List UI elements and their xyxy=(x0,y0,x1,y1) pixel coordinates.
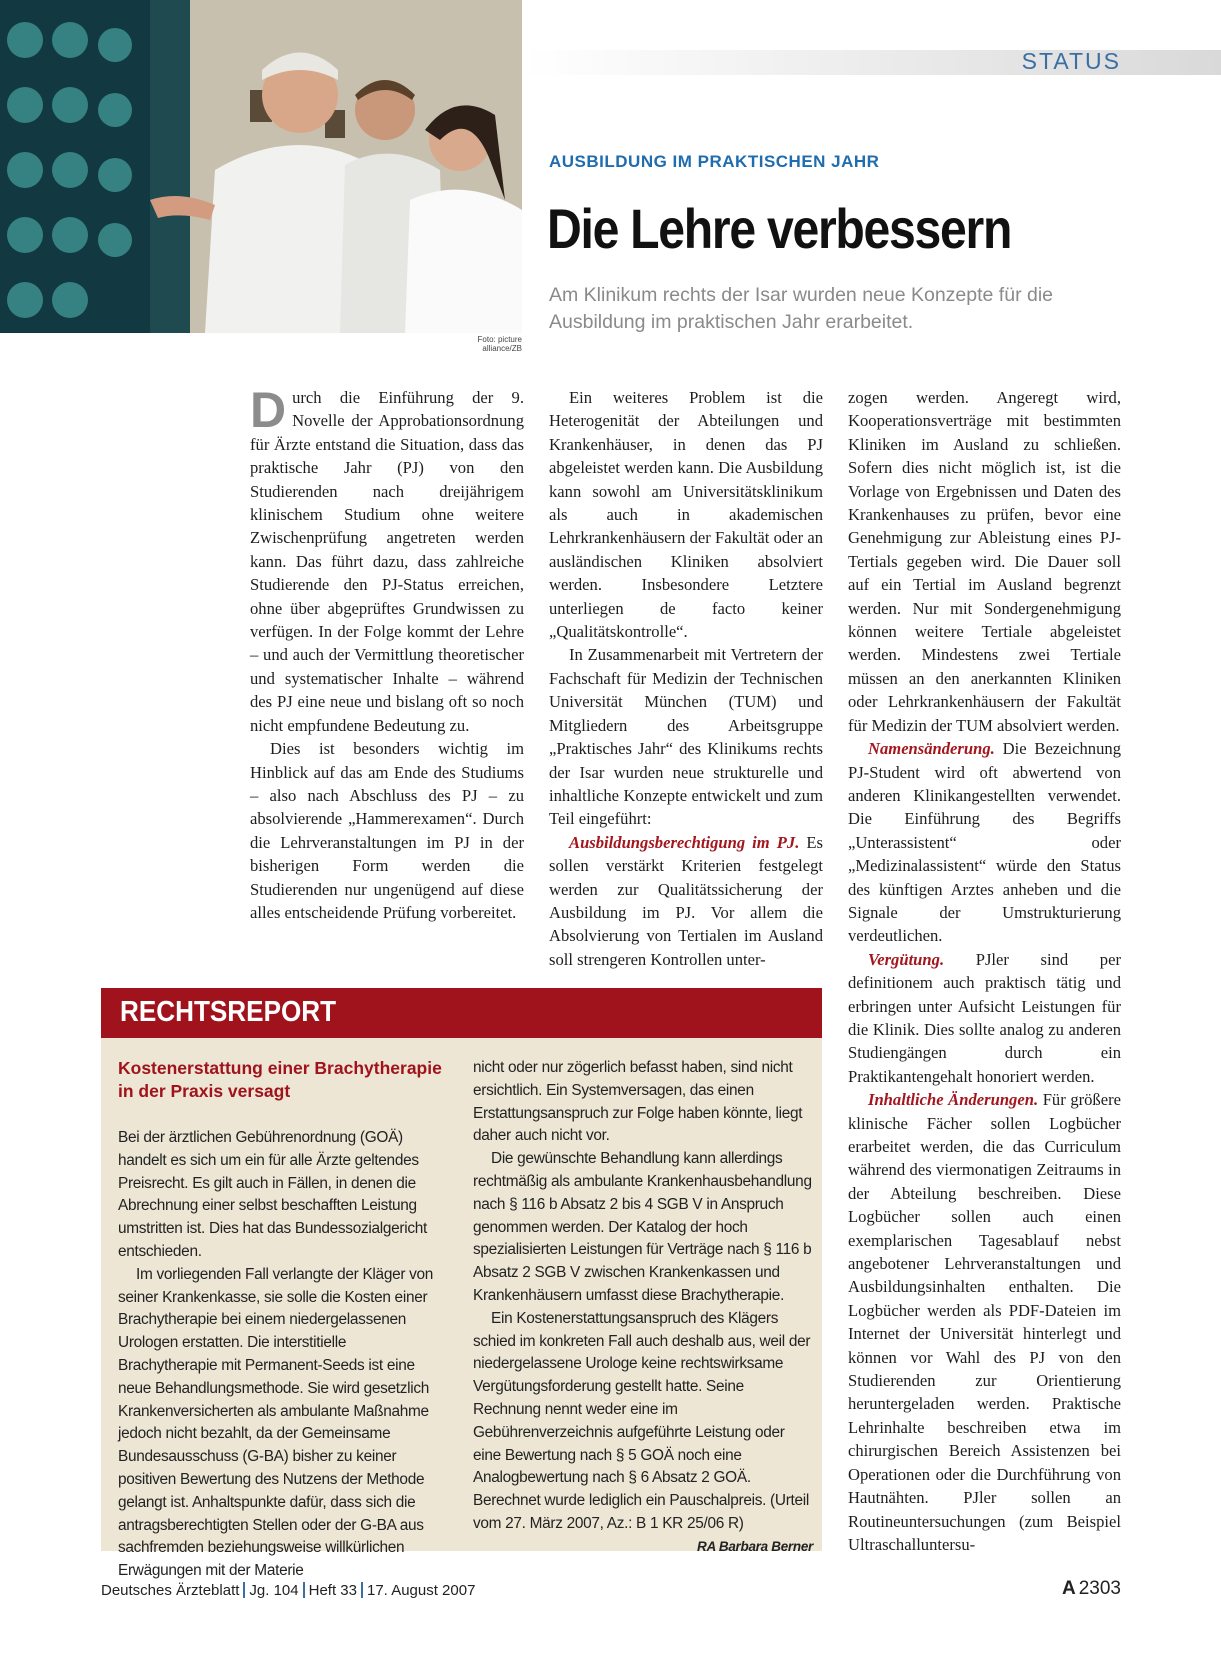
rechtsreport-paragraph: nicht oder nur zögerlich befasst haben, sind nicht ersichtlich. Ein Systemversagen, das einen Erstattungsanspruch zur Folge haben könnte, liegt daher auch nicht vor. xyxy=(473,1059,803,1145)
footer-journal: Deutsches Ärzteblatt xyxy=(101,1582,240,1599)
footer-separator xyxy=(243,1582,245,1598)
page-prefix: A xyxy=(1061,1578,1076,1599)
paragraph-text: urch die Einführung der 9. Novelle der Approbationsordnung für Ärzte entstand die Situation, dass das praktische Jahr (PJ) von den Studierenden nach dreijährigem klinischem Studium ohne weitere Zwischenprüfung angetreten werden kann. Das führt dazu, dass zahlreiche Studierende den PJ-Status erreichen, ohne über abgeprüftes Grundwissen zu verfügen. In der Folge kommt der Lehre – und auch der Vermittlung theoretischer und systematischer Inhalte – während des PJ eine neue und bislang oft so noch nicht empfundene Bedeutung zu. xyxy=(250,388,524,735)
rechtsreport-title: RECHTSREPORT xyxy=(120,996,337,1028)
article-paragraph xyxy=(848,948,1121,1088)
footer-volume: Jg. 104 xyxy=(249,1582,299,1599)
rechtsreport-author: RA Barbara Berner xyxy=(697,1538,813,1554)
rechtsreport-subtitle: Kostenerstattung einer Brachytherapie in der Praxis versagt xyxy=(118,1058,442,1101)
article-paragraph: In Zusammenarbeit mit Vertretern der Fachschaft für Medizin der Technischen Universität München (TUM) und Mitgliedern des Arbeitsgruppe „Praktisches Jahr“ des Klinikums rechts der Isar wurden neue strukturelle und inhaltliche Konzepte entwickelt und zum Teil eingeführt: xyxy=(549,645,823,829)
paragraph-text: Die Bezeichnung PJ-Student wird oft abwertend von anderen Klinikangestellten verwendet. Die Einführung des Begriffs „Unterassistent“ oder „Medizinalassistent“ würde den Status des künftigen Arztes anheben und die Signale der Umstrukturierung verdeutlichen. xyxy=(848,739,1121,946)
page-number-value: 2303 xyxy=(1078,1578,1121,1599)
article-photo xyxy=(0,0,522,333)
footer-date: 17. August 2007 xyxy=(367,1582,476,1599)
article-headline: Die Lehre verbessern xyxy=(547,197,1012,260)
article-column-1 xyxy=(250,382,524,924)
footer-separator xyxy=(303,1582,305,1598)
section-label: STATUS xyxy=(1021,48,1121,74)
rechtsreport-paragraph: Im vorliegenden Fall verlangte der Kläger von seiner Krankenkasse, sie solle die Kosten einer Brachytherapie bei einem niedergelassenen Urologen erstatten. Die interstitielle Brachytherapie mit Permanent-Seeds ist eine neue Behandlungsmethode. Sie wird gesetzlich Krankenversicherten als ambulante Maßnahme jedoch nicht bezahlt, da der Gemeinsame Bundesausschuss (G-BA) bisher zu keiner positiven Bewertung des Nutzens der Methode gelangt ist. Anhaltspunkte dafür, dass sich die antragsberechtigten Stellen oder der G-BA aus sachfremden beziehungsweise willkürlichen Erwägungen mit der Materie xyxy=(118,1265,434,1580)
article-column-3 xyxy=(848,386,1121,1556)
article-lede: Am Klinikum rechts der Isar wurden neue Konzepte für die Ausbildung im praktischen Jahr erarbeitet. xyxy=(549,284,1054,333)
rechtsreport-column-2 xyxy=(473,1057,813,1559)
paragraph-text: Es sollen verstärkt Kriterien festgelegt werden zur Qualitätssicherung der Ausbildung im PJ. Vor allem die Absolvierung von Tertialen im Ausland soll strengeren Kontrollen unter- xyxy=(549,832,823,969)
subheading: Namensänderung. xyxy=(868,739,995,759)
article-paragraph: Ein weiteres Problem ist die Heterogenität der Abteilungen und Krankenhäuser, in denen das PJ abgeleistet werden kann. Die Ausbildung kann sowohl am Universitätsklinikum als auch in akademischen Lehrkrankenhäusern der Fakultät oder an ausländischen Kliniken absolviert werden. Insbesondere Letztere unterliegen de facto keiner „Qualitätskontrolle“. xyxy=(549,388,823,642)
article-paragraph: Dies ist besonders wichtig im Hinblick auf das am Ende des Studiums – also nach Abschluss des PJ – zu absolvierende „Hammerexamen“. Durch die Lehrveranstaltungen im PJ in der bisherigen Form werden die Studierenden nur ungenügend auf diese alles entscheidende Prüfung vorbereitet. xyxy=(250,739,524,922)
paragraph-text: Ein Kostenerstattungsanspruch des Klägers schied im konkreten Fall auch deshalb aus, weil der niedergelassene Urologe keine rechtswirksame Vergütungsforderung gestellt hatte. Seine Rechnung nennt weder eine im Gebührenverzeichnis aufgeführte Leistung oder eine Bewertung nach § 5 GOÄ noch eine Analogbewertung nach § 6 Absatz 2 GOÄ. Berechnet wurde lediglich ein Pauschalpreis. (Urteil vom 27. März 2007, Az.: B 1 KR 25/06 R) xyxy=(473,1309,811,1532)
article-paragraph xyxy=(848,737,1121,948)
subheading: Ausbildungsberechtigung im PJ. xyxy=(569,832,800,852)
footer-issue: Heft 33 xyxy=(308,1582,357,1599)
page-number xyxy=(1062,1578,1121,1600)
dropcap: D xyxy=(250,382,287,438)
paragraph-text: Für größere klinische Fächer sollen Logbücher erarbeitet werden, die das Curriculum während des viermonatigen Zeitraums in der Abteilung beschreiben. Diese Logbücher sollen auch einen exemplarischen Tagesablauf nebst angebotener Lehrveranstaltungen und Ausbildungsinhalten enthalten. Die Logbücher werden als PDF-Dateien im Internet der Universität hinterlegt und können vor Wahl des PJ von den Studierenden zur Orientierung heruntergeladen werden. Praktische Lehrinhalte beschreiben etwa im chirurgischen Bereich Assistenzen bei Operationen oder die Durchführung von Hautnähten. PJler sollen an Routineuntersuchungen (zum Beispiel Ultraschalluntersu- xyxy=(848,1090,1121,1554)
article-kicker: AUSBILDUNG IM PRAKTISCHEN JAHR xyxy=(549,152,880,171)
rechtsreport-column-1 xyxy=(118,1127,448,1583)
paragraph-text: PJler sind per definitionem auch praktisch tätig und erbringen unter Aufsicht Leistungen für die Klinik. Dies sollte analog zu anderen Studiengängen durch ein Praktikantengehalt honoriert werden. xyxy=(848,949,1121,1086)
rechtsreport-paragraph: Bei der ärztlichen Gebührenordnung (GOÄ) handelt es sich um ein für alle Ärzte geltendes Preisrecht. Es gilt auch in Fällen, in denen die Abrechnung einer selbst beschafften Leistung umstritten ist. Dies hat das Bundessozialgericht entschieden. xyxy=(118,1129,427,1260)
rechtsreport-paragraph: Die gewünschte Behandlung kann allerdings rechtmäßig als ambulante Krankenhausbehandlung nach § 116 b Absatz 2 bis 4 SGB V in Anspruch genommen werden. Der Katalog der hoch spezialisierten Leistungen für Verträge nach § 116 b Absatz 2 SGB V zwischen Krankenkassen und Krankenhäusern umfasst diese Brachytherapie. xyxy=(473,1150,812,1304)
rechtsreport-paragraph xyxy=(473,1308,813,1554)
photo-illustration xyxy=(0,0,522,333)
subheading: Vergütung. xyxy=(868,949,945,969)
subheading: Inhaltliche Änderungen. xyxy=(868,1090,1039,1110)
article-paragraph: zogen werden. Angeregt wird, Kooperationsverträge mit bestimmten Kliniken im Ausland zu schließen. Sofern dies nicht möglich ist, ist die Vorlage von Ergebnissen und Daten des Krankenhauses zu prüfen, bevor eine Genehmigung zur Ableistung eines PJ-Tertials gegeben wird. Die Dauer soll auf ein Tertial im Ausland begrenzt werden. Nur mit Sondergenehmigung können weitere Tertiale abgeleistet werden. Mindestens zwei Tertiale müssen an den anerkannten Kliniken oder Lehrkrankenhäusern der Fakultät für Medizin der TUM absolviert werden. xyxy=(848,388,1121,735)
footer-citation xyxy=(101,1582,475,1599)
article-column-2 xyxy=(549,386,823,971)
photo-credit: Foto: picture alliance/ZB xyxy=(477,335,522,353)
footer-separator xyxy=(361,1582,363,1598)
article-paragraph xyxy=(250,382,524,737)
article-paragraph xyxy=(549,831,823,971)
article-paragraph xyxy=(848,1088,1121,1556)
